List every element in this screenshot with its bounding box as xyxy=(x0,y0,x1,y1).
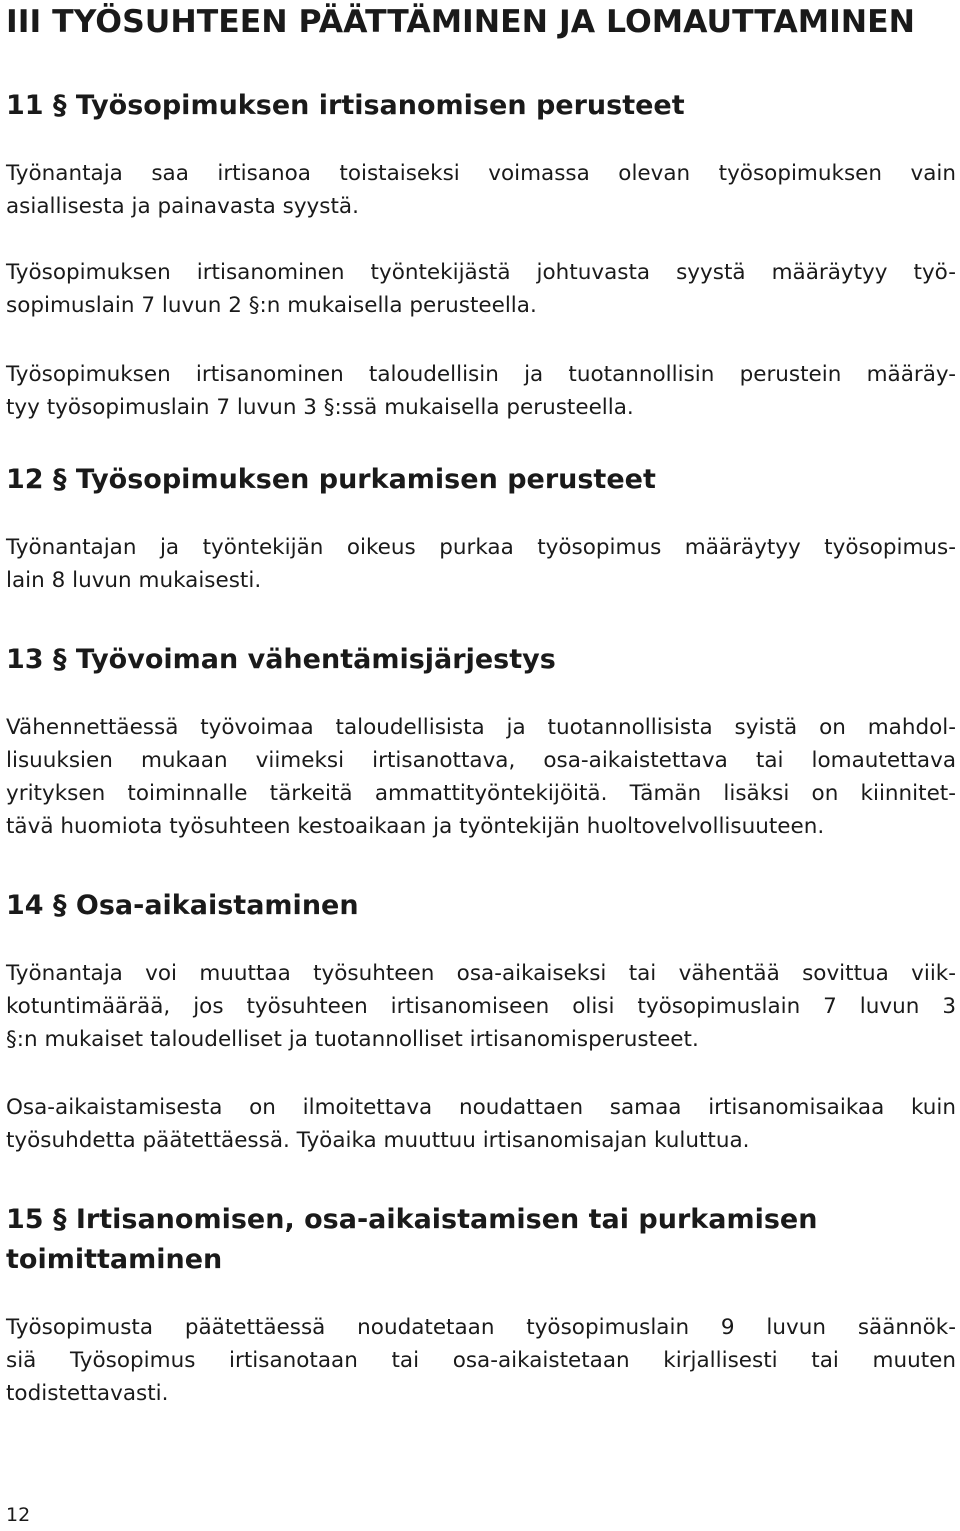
section-14-paragraph-1 xyxy=(6,957,956,1056)
text-line: lain 8 luvun mukaisesti. xyxy=(6,568,262,593)
text-line: sopimuslain 7 luvun 2 §:n mukaisella perusteella. xyxy=(6,293,537,318)
text-line: Työnantaja saa irtisanoa toistaiseksi voimassa olevan työsopimuksen vain xyxy=(6,161,956,186)
text-line: Työnantaja voi muuttaa työsuhteen osa-aikaiseksi tai vähentää sovittua viik- xyxy=(6,961,956,986)
text-line: yrityksen toiminnalle tärkeitä ammattityöntekijöitä. Tämän lisäksi on kiinnitet- xyxy=(6,781,956,806)
text-line: Työsopimusta päätettäessä noudatetaan työsopimuslain 9 luvun säännök- xyxy=(6,1315,956,1340)
section-heading-12: 12 § Työsopimuksen purkamisen perusteet xyxy=(6,464,656,495)
text-line: tyy työsopimuslain 7 luvun 3 §:ssä mukaisella perusteella. xyxy=(6,395,634,420)
text-line: työsuhdetta päätettäessä. Työaika muuttuu irtisanomisajan kuluttua. xyxy=(6,1128,750,1153)
text-line: tävä huomiota työsuhteen kestoaikaan ja työntekijän huoltovelvollisuuteen. xyxy=(6,814,825,839)
text-line: Osa-aikaistamisesta on ilmoitettava noudattaen samaa irtisanomisaikaa kuin xyxy=(6,1095,956,1120)
chapter-title: III TYÖSUHTEEN PÄÄTTÄMINEN JA LOMAUTTAMINEN xyxy=(6,4,916,40)
section-11-paragraph-1 xyxy=(6,157,956,223)
section-13-paragraph-1 xyxy=(6,711,956,843)
section-14-paragraph-2 xyxy=(6,1091,956,1157)
text-line: kotuntimäärää, jos työsuhteen irtisanomiseen olisi työsopimuslain 7 luvun 3 xyxy=(6,994,956,1019)
text-line: Vähennettäessä työvoimaa taloudellisista ja tuotannollisista syistä on mahdol- xyxy=(6,715,956,740)
text-line: §:n mukaiset taloudelliset ja tuotannolliset irtisanomisperusteet. xyxy=(6,1027,699,1052)
text-line: Työsopimuksen irtisanominen taloudellisin ja tuotannollisin perustein määräy- xyxy=(6,362,956,387)
section-heading-14: 14 § Osa-aikaistaminen xyxy=(6,890,359,921)
section-12-paragraph-1 xyxy=(6,531,956,597)
text-line: Työnantajan ja työntekijän oikeus purkaa työsopimus määräytyy työsopimus- xyxy=(6,535,956,560)
heading-line: 15 § Irtisanomisen, osa-aikaistamisen tai purkamisen xyxy=(6,1204,818,1235)
section-11-paragraph-2 xyxy=(6,256,956,322)
text-line: Työsopimuksen irtisanominen työntekijästä johtuvasta syystä määräytyy työ- xyxy=(6,260,956,285)
text-line: todistettavasti. xyxy=(6,1381,169,1406)
section-11-paragraph-3 xyxy=(6,358,956,424)
text-line: siä Työsopimus irtisanotaan tai osa-aikaistetaan kirjallisesti tai muuten xyxy=(6,1348,956,1373)
text-line: asiallisesta ja painavasta syystä. xyxy=(6,194,359,219)
section-heading-15 xyxy=(6,1200,946,1280)
heading-line: toimittaminen xyxy=(6,1244,223,1275)
section-heading-11: 11 § Työsopimuksen irtisanomisen perusteet xyxy=(6,90,685,121)
section-heading-13: 13 § Työvoiman vähentämisjärjestys xyxy=(6,644,556,675)
text-line: lisuuksien mukaan viimeksi irtisanottava, osa-aikaistettava tai lomautettava xyxy=(6,748,956,773)
section-15-paragraph-1 xyxy=(6,1311,956,1410)
page-number: 12 xyxy=(6,1504,31,1526)
